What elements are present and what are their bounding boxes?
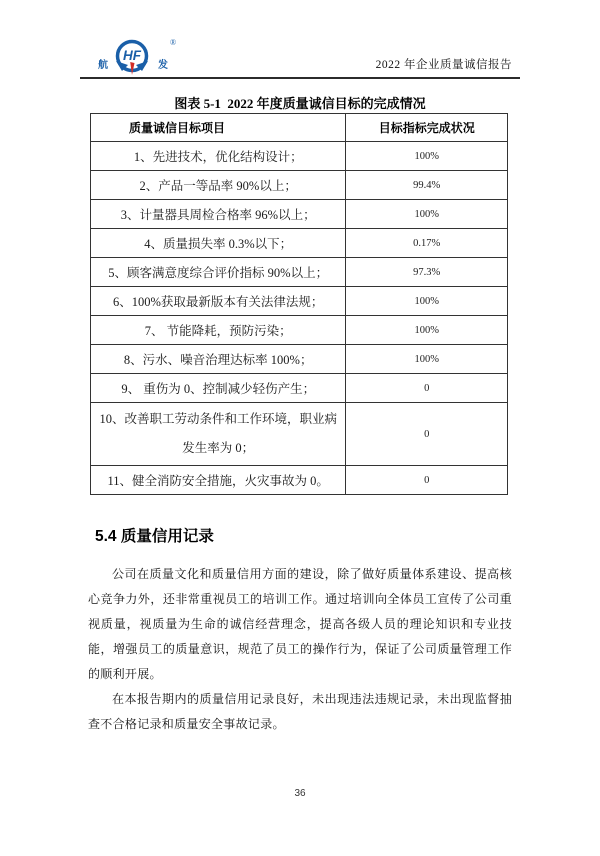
table-row (91, 258, 508, 287)
logo-monogram: HF (123, 48, 141, 63)
goal-item-cell: 11、健全消防安全措施，火灾事故为 0。 (91, 466, 346, 495)
goal-value-cell: 0 (346, 403, 508, 466)
logo-right-char: 发 (158, 60, 168, 71)
goal-value-cell: 100% (346, 142, 508, 171)
table-row (91, 466, 508, 495)
paragraph: 公司在质量文化和质量信用方面的建设，除了做好质量体系建设、提高核心竞争力外，还非常重视员工的培训工作。通过培训向全体员工宣传了公司重视质量，视质量为生命的诚信经营理念，提高各级人员的理论知识和专业技能，增强员工的质量意识，规范了员工的操作行为，保证了公司质量管理工作的顺利开展。 (88, 567, 512, 681)
header-divider (80, 77, 520, 79)
table-row (91, 171, 508, 200)
table-row (91, 403, 508, 466)
goal-item-cell: 5、顾客满意度综合评价指标 90%以上； (91, 258, 346, 287)
column-header-goal-item: 质量诚信目标项目 (91, 114, 346, 142)
goal-value-cell: 0.17% (346, 229, 508, 258)
table-header-row (91, 114, 508, 142)
table-row (91, 374, 508, 403)
logo-left-char: 航 (98, 60, 108, 71)
goal-item-cell: 4、质量损失率 0.3%以下； (91, 229, 346, 258)
table-row (91, 142, 508, 171)
running-header-title: 2022 年企业质量诚信报告 (375, 59, 512, 71)
table-row (91, 200, 508, 229)
goal-value-cell: 100% (346, 345, 508, 374)
goal-item-cell: 7、 节能降耗，预防污染； (91, 316, 346, 345)
table-row (91, 229, 508, 258)
goal-value-cell: 0 (346, 466, 508, 495)
section-body (88, 562, 512, 737)
section-heading: 5.4 质量信用记录 (95, 528, 214, 545)
paragraph: 在本报告期内的质量信用记录良好，未出现违法违规记录，未出现监督抽查不合格记录和质量安全事故记录。 (88, 692, 512, 731)
column-header-completion: 目标指标完成状况 (346, 114, 508, 142)
table-caption: 图表 5-1 2022 年度质量诚信目标的完成情况 (174, 96, 426, 111)
registered-trademark-icon: ® (170, 38, 177, 47)
goal-item-cell: 1、先进技术，优化结构设计； (91, 142, 346, 171)
goal-item-cell: 3、计量器具周检合格率 96%以上； (91, 200, 346, 229)
quality-goals-table (90, 113, 508, 495)
table-row (91, 316, 508, 345)
goal-item-cell: 6、100%获取最新版本有关法律法规； (91, 287, 346, 316)
goal-value-cell: 97.3% (346, 258, 508, 287)
table-row (91, 287, 508, 316)
page-number: 36 (294, 788, 306, 799)
goal-item-cell: 9、 重伤为 0、控制减少轻伤产生； (91, 374, 346, 403)
goal-item-cell: 8、污水、噪音治理达标率 100%； (91, 345, 346, 374)
table-row (91, 345, 508, 374)
goal-item-cell: 10、改善职工劳动条件和工作环境，职业病 发生率为 0； (91, 403, 346, 466)
goal-value-cell: 100% (346, 316, 508, 345)
goal-item-cell: 2、产品一等品率 90%以上； (91, 171, 346, 200)
goal-value-cell: 99.4% (346, 171, 508, 200)
goal-value-cell: 100% (346, 287, 508, 316)
goal-value-cell: 100% (346, 200, 508, 229)
goal-value-cell: 0 (346, 374, 508, 403)
